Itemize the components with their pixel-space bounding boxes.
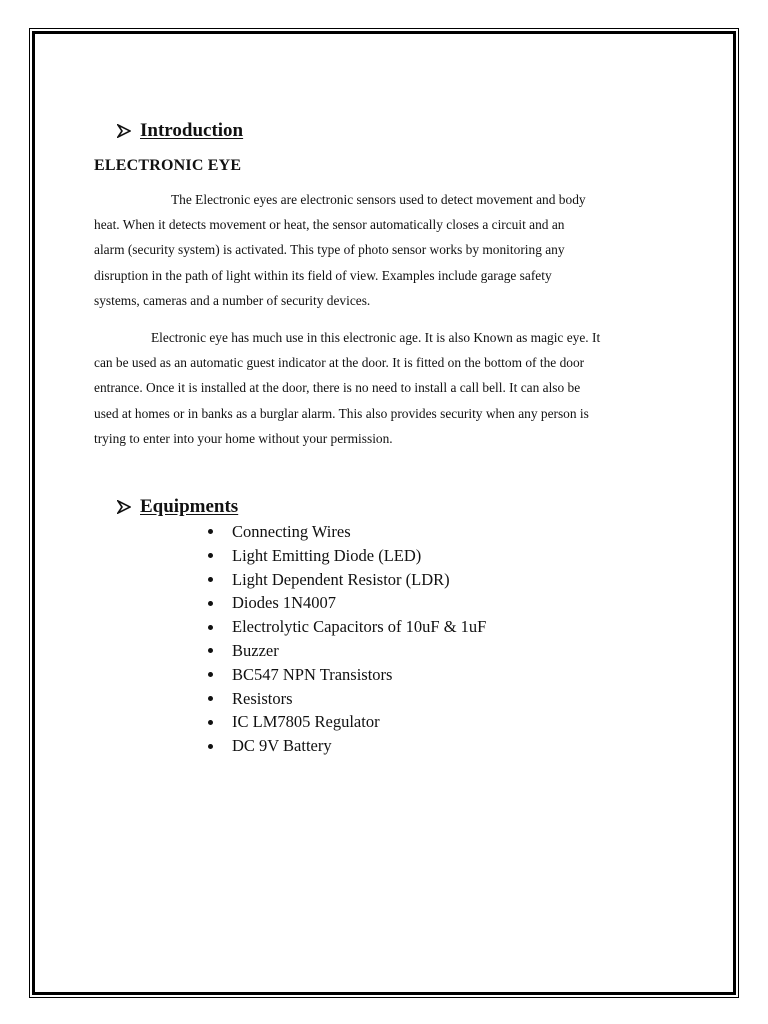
paragraph-line: trying to enter into your home without your permission. — [94, 430, 393, 446]
paragraph-line: can be used as an automatic guest indicator at the door. It is fitted on the bottom of the door — [94, 355, 585, 371]
introduction-heading — [117, 120, 243, 142]
round-bullet-icon — [208, 648, 213, 653]
arrowhead-bullet-icon — [117, 124, 131, 138]
intro-paragraph-1 — [94, 187, 674, 313]
list-item-label: IC LM7805 Regulator — [232, 712, 380, 732]
list-item-label: BC547 NPN Transistors — [232, 664, 393, 684]
paragraph-line: disruption in the path of light within its field of view. Examples include garage safety — [94, 267, 552, 283]
paragraph-line: used at homes or in banks as a burglar alarm. This also provides security when any person is — [94, 405, 589, 421]
round-bullet-icon — [208, 720, 213, 725]
list-item — [207, 687, 486, 711]
list-item — [207, 591, 486, 615]
round-bullet-icon — [208, 672, 213, 677]
paragraph-line: entrance. Once it is installed at the door, there is no need to install a call bell. It can also be — [94, 380, 581, 396]
round-bullet-icon — [208, 553, 213, 558]
round-bullet-icon — [208, 625, 213, 630]
list-item — [207, 568, 486, 592]
list-item — [207, 710, 486, 734]
list-item-label: Diodes 1N4007 — [232, 593, 337, 613]
list-item-label: DC 9V Battery — [232, 736, 332, 756]
intro-paragraph-2 — [94, 325, 674, 451]
paragraph-line: alarm (security system) is activated. This type of photo sensor works by monitoring any — [94, 242, 565, 258]
list-item — [207, 663, 486, 687]
list-item-label: Connecting Wires — [232, 522, 351, 541]
section-subtitle: ELECTRONIC EYE — [94, 157, 242, 174]
list-item-label: Resistors — [232, 688, 293, 708]
list-item-label: Electrolytic Capacitors of 10uF & 1uF — [232, 617, 487, 637]
paragraph-line: systems, cameras and a number of security devices. — [94, 292, 371, 308]
equipment-list — [207, 520, 486, 758]
equipments-heading — [117, 496, 238, 518]
list-item — [207, 520, 486, 544]
list-item-label: Light Dependent Resistor (LDR) — [232, 569, 450, 589]
paragraph-line: The Electronic eyes are electronic sensors used to detect movement and body — [171, 192, 586, 207]
arrowhead-bullet-icon — [117, 500, 131, 514]
round-bullet-icon — [208, 601, 213, 606]
list-item — [207, 639, 486, 663]
round-bullet-icon — [208, 696, 213, 701]
paragraph-line: heat. When it detects movement or heat, the sensor automatically closes a circuit and an — [94, 217, 565, 233]
list-item — [207, 734, 486, 758]
list-item — [207, 544, 486, 568]
list-item — [207, 615, 486, 639]
list-item-label: Light Emitting Diode (LED) — [232, 545, 422, 565]
paragraph-line: Electronic eye has much use in this electronic age. It is also Known as magic eye. It — [151, 330, 601, 345]
introduction-heading-label: Introduction — [140, 120, 244, 141]
round-bullet-icon — [208, 744, 213, 749]
round-bullet-icon — [208, 529, 213, 534]
list-item-label: Buzzer — [232, 640, 279, 660]
round-bullet-icon — [208, 577, 213, 582]
equipments-heading-label: Equipments — [140, 496, 239, 517]
